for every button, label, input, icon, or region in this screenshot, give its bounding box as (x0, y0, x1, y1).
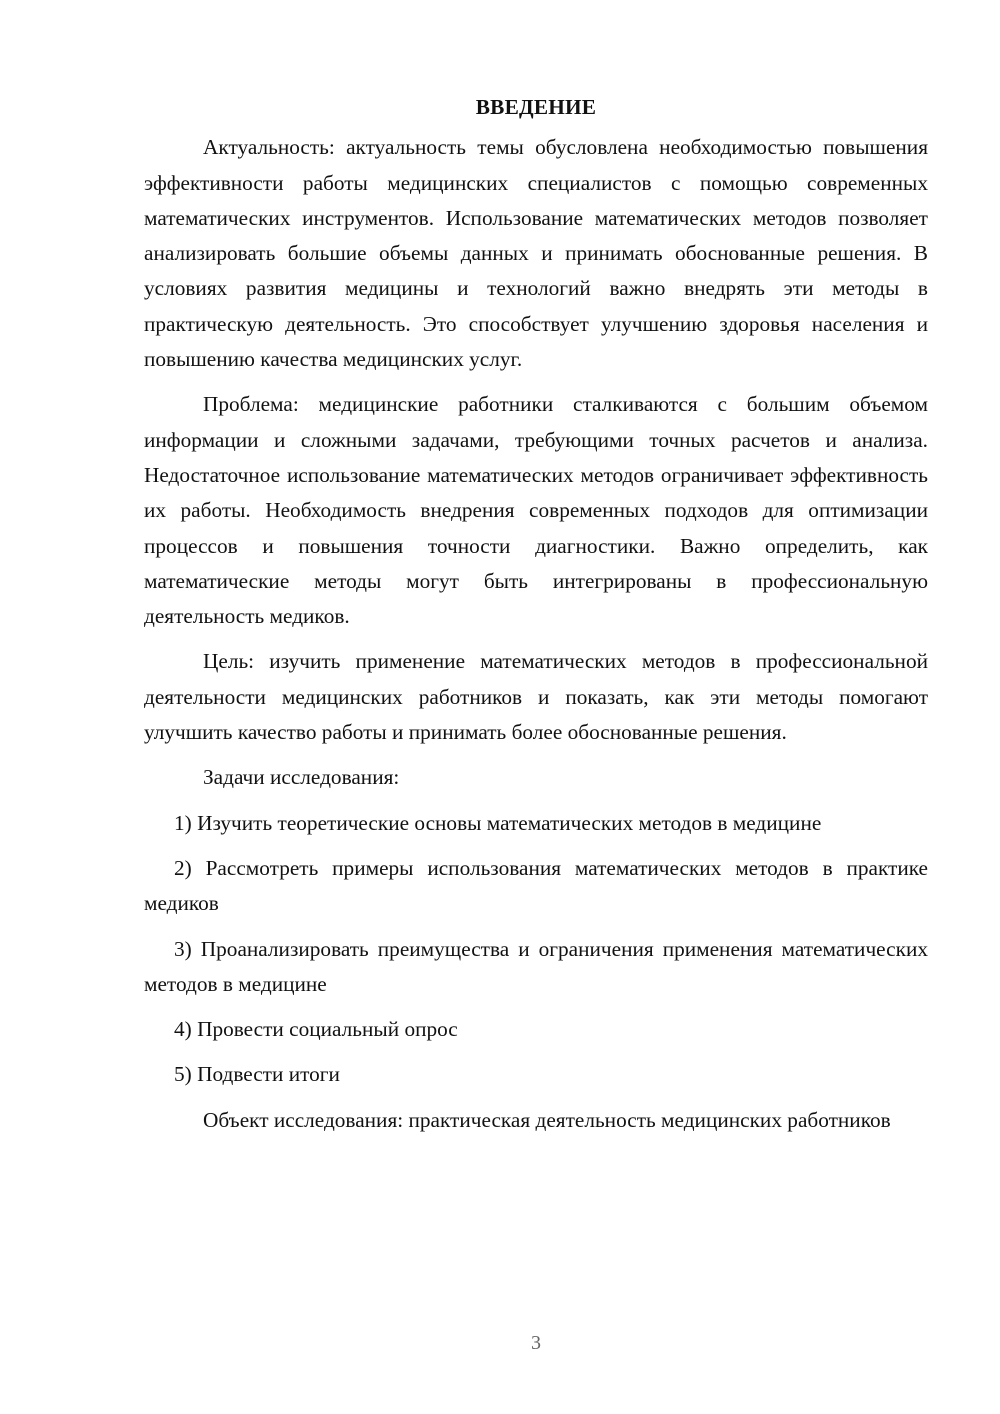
paragraph-object: Объект исследования: практическая деятельность медицинских работников (203, 1107, 891, 1132)
task-item: 2) Рассмотреть примеры использования математических методов в практике медиков (144, 855, 928, 916)
paragraph-problem: Проблема: медицинские работники сталкиваются с большим объемом информации и сложными задачами, требующими точных расчетов и анализа. Недостаточное использование математических методов ограничивает эффективность их работы. Необходимость внедрения современных подходов для оптимизации процессов и повышения точности диагностики. Важно определить, как математические методы могут быть интегрированы в профессиональную деятельность медиков. (144, 392, 928, 629)
document-page (144, 90, 928, 1148)
paragraph-goal: Цель: изучить применение математических методов в профессиональной деятельности медицинских работников и показать, как эти методы помогают улучшить качество работы и принимать более обоснованные решения. (144, 649, 928, 745)
task-item: 3) Проанализировать преимущества и ограничения применения математических методов в медицине (144, 936, 928, 996)
task-item: 5) Подвести итоги (174, 1062, 340, 1087)
tasks-heading: Задачи исследования: (203, 765, 400, 790)
task-item: 1) Изучить теоретические основы математических методов в медицине (174, 810, 822, 835)
section-title: ВВЕДЕНИЕ (475, 95, 597, 119)
paragraph-relevance: Актуальность: актуальность темы обусловлена необходимостью повышения эффективности работы медицинских специалистов с помощью современных математических инструментов. Использование математических методов позволяет анализировать большие объемы данных и принимать обоснованные решения. В условиях развития медицины и технологий важно внедрять эти методы в практическую деятельность. Это способствует улучшению здоровья населения и повышению качества медицинских услуг. (144, 135, 928, 372)
task-item: 4) Провести социальный опрос (174, 1017, 458, 1042)
page-number: 3 (531, 1332, 541, 1354)
